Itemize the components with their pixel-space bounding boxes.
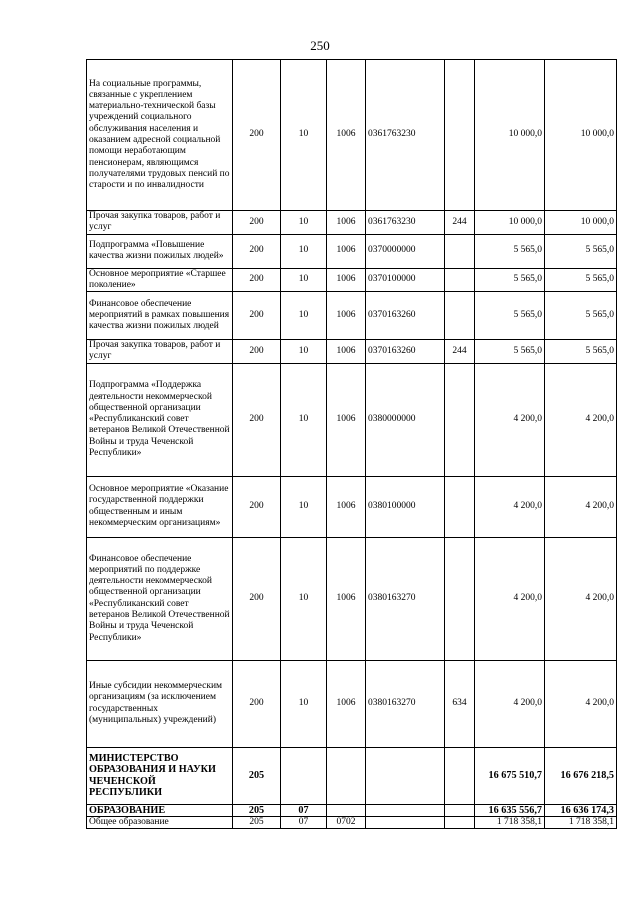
cell-amount-1: 1 718 358,1 [475,817,545,829]
cell-section: 10 [281,234,327,268]
cell-amount-2: 5 565,0 [545,234,617,268]
cell-amount-2: 4 200,0 [545,660,617,747]
cell-expense-type: 634 [445,660,475,747]
cell-ved: 200 [233,234,281,268]
cell-section: 10 [281,537,327,660]
cell-expense-type [445,234,475,268]
cell-amount-2: 1 718 358,1 [545,817,617,829]
cell-subsection: 1006 [327,292,366,340]
cell-subsection: 1006 [327,60,366,211]
cell-amount-2: 4 200,0 [545,363,617,476]
cell-ved: 200 [233,60,281,211]
table-body [87,60,617,829]
cell-subsection [327,804,366,816]
table-row [87,234,617,268]
cell-amount-1: 5 565,0 [475,292,545,340]
cell-name: Прочая закупка товаров, работ и услуг [87,340,233,364]
page-number: 250 [310,38,330,53]
cell-name: Подпрограмма «Повышение качества жизни пожилых людей» [87,234,233,268]
table-row [87,476,617,537]
table-row [87,363,617,476]
cell-subsection: 1006 [327,660,366,747]
cell-name: Финансовое обеспечение мероприятий по поддержке деятельности некоммерческой общественной организации «Республиканский совет ветеранов Великой Отечественной Войны и труда Чеченской Республики» [87,537,233,660]
cell-section [281,747,327,804]
cell-target-article: 0380100000 [366,476,445,537]
cell-ved: 200 [233,268,281,292]
cell-name: МИНИСТЕРСТВО ОБРАЗОВАНИЯ И НАУКИ ЧЕЧЕНСКОЙ РЕСПУБЛИКИ [87,747,233,804]
cell-amount-2: 10 000,0 [545,60,617,211]
cell-ved: 200 [233,211,281,235]
cell-name: На социальные программы, связанные с укреплением материально-технической базы учреждений социального обслуживания населения и оказанием адресной социальной помощи неработающим пенсионерам, являющимся получателями трудовых пенсий по старости и по инвалидности [87,60,233,211]
cell-ved: 200 [233,537,281,660]
cell-expense-type [445,60,475,211]
cell-amount-1: 10 000,0 [475,60,545,211]
table-row [87,817,617,829]
cell-ved: 200 [233,363,281,476]
cell-amount-2: 10 000,0 [545,211,617,235]
cell-amount-1: 4 200,0 [475,537,545,660]
cell-amount-1: 5 565,0 [475,234,545,268]
cell-name: Основное мероприятие «Оказание государственной поддержки общественным и иным некоммерческим организациям» [87,476,233,537]
cell-target-article: 0370163260 [366,340,445,364]
cell-amount-1: 4 200,0 [475,476,545,537]
cell-target-article: 0380000000 [366,363,445,476]
cell-section: 10 [281,268,327,292]
cell-subsection: 0702 [327,817,366,829]
cell-subsection: 1006 [327,268,366,292]
cell-amount-1: 10 000,0 [475,211,545,235]
cell-subsection: 1006 [327,363,366,476]
table-row [87,660,617,747]
cell-section: 07 [281,804,327,816]
cell-target-article: 0380163270 [366,660,445,747]
budget-table [86,59,617,829]
cell-name: Прочая закупка товаров, работ и услуг [87,211,233,235]
cell-expense-type [445,537,475,660]
cell-amount-1: 16 635 556,7 [475,804,545,816]
cell-target-article [366,817,445,829]
cell-amount-1: 4 200,0 [475,363,545,476]
cell-ved: 205 [233,817,281,829]
table-row [87,340,617,364]
cell-name: ОБРАЗОВАНИЕ [87,804,233,816]
cell-amount-2: 5 565,0 [545,292,617,340]
cell-expense-type [445,804,475,816]
cell-subsection: 1006 [327,211,366,235]
cell-target-article: 0370163260 [366,292,445,340]
cell-section: 10 [281,476,327,537]
cell-target-article: 0361763230 [366,211,445,235]
cell-expense-type: 244 [445,211,475,235]
table-row [87,292,617,340]
table-row [87,804,617,816]
cell-target-article: 0361763230 [366,60,445,211]
cell-subsection: 1006 [327,340,366,364]
cell-target-article [366,747,445,804]
table-row [87,268,617,292]
cell-amount-2: 16 676 218,5 [545,747,617,804]
cell-subsection: 1006 [327,537,366,660]
cell-section: 10 [281,363,327,476]
cell-section: 10 [281,660,327,747]
cell-name: Подпрограмма «Поддержка деятельности некоммерческой общественной организации «Республиканский совет ветеранов Великой Отечественной Войны и труда Чеченской Республики» [87,363,233,476]
cell-ved: 200 [233,660,281,747]
cell-section: 07 [281,817,327,829]
cell-section: 10 [281,211,327,235]
cell-subsection [327,747,366,804]
table-row [87,747,617,804]
cell-name: Иные субсидии некоммерческим организациям (за исключением государственных (муниципальных) учреждений) [87,660,233,747]
cell-amount-2: 16 636 174,3 [545,804,617,816]
cell-ved: 205 [233,804,281,816]
cell-ved: 200 [233,292,281,340]
cell-section: 10 [281,292,327,340]
cell-amount-2: 5 565,0 [545,268,617,292]
cell-section: 10 [281,340,327,364]
cell-target-article: 0380163270 [366,537,445,660]
table-row [87,537,617,660]
cell-subsection: 1006 [327,476,366,537]
cell-amount-1: 4 200,0 [475,660,545,747]
cell-expense-type [445,476,475,537]
cell-ved: 200 [233,340,281,364]
table-row [87,211,617,235]
cell-name: Финансовое обеспечение мероприятий в рамках повышения качества жизни пожилых людей [87,292,233,340]
cell-ved: 205 [233,747,281,804]
cell-ved: 200 [233,476,281,537]
cell-expense-type [445,747,475,804]
cell-target-article [366,804,445,816]
cell-expense-type [445,817,475,829]
cell-amount-1: 16 675 510,7 [475,747,545,804]
cell-amount-2: 5 565,0 [545,340,617,364]
cell-amount-2: 4 200,0 [545,476,617,537]
cell-target-article: 0370000000 [366,234,445,268]
table-row [87,60,617,211]
cell-expense-type: 244 [445,340,475,364]
cell-amount-1: 5 565,0 [475,268,545,292]
cell-amount-2: 4 200,0 [545,537,617,660]
cell-expense-type [445,268,475,292]
cell-name: Основное мероприятие «Старшее поколение» [87,268,233,292]
cell-name: Общее образование [87,817,233,829]
cell-amount-1: 5 565,0 [475,340,545,364]
cell-target-article: 0370100000 [366,268,445,292]
cell-section: 10 [281,60,327,211]
cell-subsection: 1006 [327,234,366,268]
cell-expense-type [445,363,475,476]
cell-expense-type [445,292,475,340]
